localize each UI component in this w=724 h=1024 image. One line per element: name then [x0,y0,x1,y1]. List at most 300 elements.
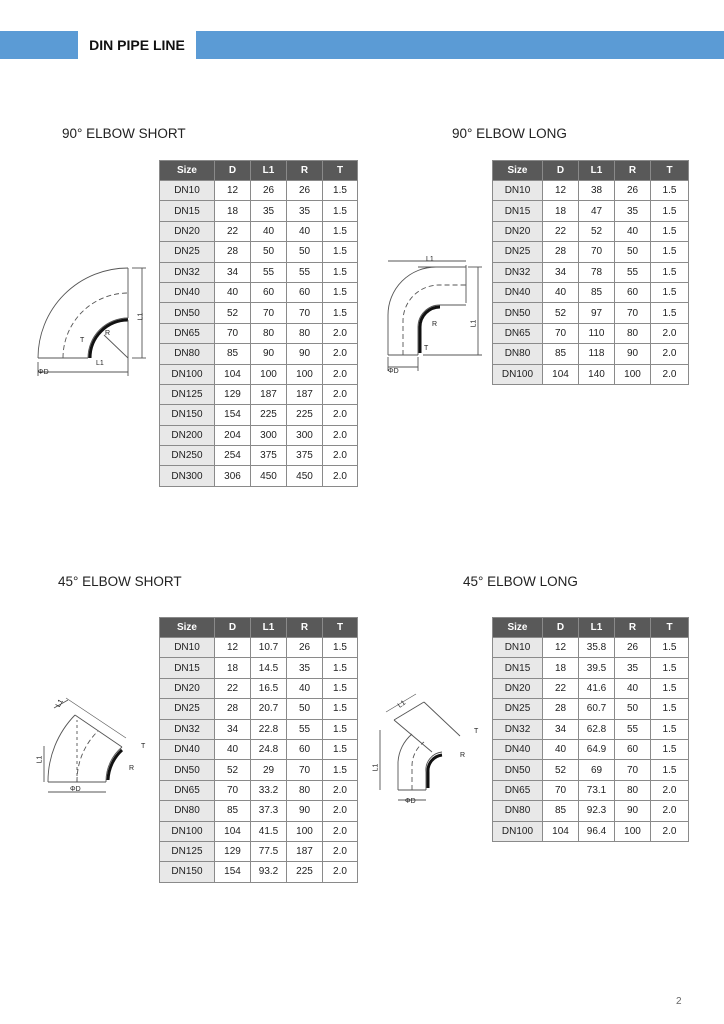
section-title-45-long: 45° ELBOW LONG [463,574,578,589]
value-cell: 2.0 [323,323,358,343]
value-cell: 70 [543,780,579,800]
size-cell: DN80 [493,801,543,821]
value-cell: 29 [251,760,287,780]
column-header: R [287,618,323,638]
table-row [493,344,689,364]
label-thickness-45s: T [141,743,146,750]
value-cell: 225 [251,405,287,425]
value-cell: 1.5 [323,739,358,759]
value-cell: 35 [615,658,651,678]
table-row [493,699,689,719]
value-cell: 1.5 [323,242,358,262]
column-header: L1 [251,618,287,638]
value-cell: 28 [543,242,579,262]
value-cell: 34 [215,719,251,739]
value-cell: 70 [579,242,615,262]
table-row [493,262,689,282]
value-cell: 52 [215,303,251,323]
table-row [160,719,358,739]
value-cell: 28 [543,699,579,719]
value-cell: 110 [579,323,615,343]
value-cell: 35 [287,201,323,221]
value-cell: 187 [287,841,323,861]
label-radius: R [105,330,111,337]
label-l1-top-45s: L1 [54,698,65,709]
value-cell: 2.0 [651,780,689,800]
value-cell: 2.0 [323,466,358,486]
spec-table-90-elbow-short [159,160,358,487]
table-header-row [160,161,358,181]
size-cell: DN20 [493,221,543,241]
value-cell: 60 [615,739,651,759]
column-header: L1 [579,161,615,181]
value-cell: 90 [287,344,323,364]
value-cell: 187 [251,384,287,404]
value-cell: 1.5 [651,739,689,759]
value-cell: 70 [615,303,651,323]
size-cell: DN25 [493,242,543,262]
size-cell: DN100 [493,821,543,841]
spec-table-45-elbow-short [159,617,358,883]
value-cell: 60 [251,282,287,302]
value-cell: 2.0 [323,364,358,384]
column-header: R [615,618,651,638]
label-thickness: T [80,337,85,344]
value-cell: 97 [579,303,615,323]
value-cell: 55 [287,262,323,282]
size-cell: DN100 [160,821,215,841]
table-row [493,323,689,343]
value-cell: 26 [615,638,651,658]
table-row [160,760,358,780]
value-cell: 2.0 [323,862,358,882]
column-header: T [323,618,358,638]
value-cell: 60 [287,739,323,759]
size-cell: DN100 [160,364,215,384]
value-cell: 40 [615,221,651,241]
value-cell: 26 [615,181,651,201]
value-cell: 225 [287,862,323,882]
table-row [493,221,689,241]
value-cell: 1.5 [323,678,358,698]
value-cell: 22 [543,678,579,698]
value-cell: 37.3 [251,801,287,821]
value-cell: 85 [579,282,615,302]
value-cell: 50 [251,242,287,262]
value-cell: 85 [543,801,579,821]
size-cell: DN32 [160,262,215,282]
elbow-90-long-drawing [378,255,488,375]
value-cell: 39.5 [579,658,615,678]
value-cell: 28 [215,699,251,719]
value-cell: 70 [615,760,651,780]
value-cell: 41.5 [251,821,287,841]
value-cell: 1.5 [651,282,689,302]
value-cell: 70 [543,323,579,343]
column-header: Size [160,618,215,638]
value-cell: 2.0 [651,364,689,384]
table-row [493,303,689,323]
value-cell: 2.0 [323,446,358,466]
value-cell: 73.1 [579,780,615,800]
value-cell: 52 [543,303,579,323]
value-cell: 70 [215,323,251,343]
value-cell: 24.8 [251,739,287,759]
value-cell: 93.2 [251,862,287,882]
size-cell: DN20 [160,221,215,241]
value-cell: 1.5 [651,719,689,739]
value-cell: 85 [543,344,579,364]
size-cell: DN25 [493,699,543,719]
value-cell: 90 [251,344,287,364]
value-cell: 16.5 [251,678,287,698]
value-cell: 1.5 [323,303,358,323]
value-cell: 77.5 [251,841,287,861]
value-cell: 40 [287,678,323,698]
size-cell: DN150 [160,862,215,882]
table-row [493,801,689,821]
table-row [493,719,689,739]
value-cell: 92.3 [579,801,615,821]
value-cell: 375 [287,446,323,466]
table-row [493,658,689,678]
elbow-90-short-drawing [30,260,155,380]
table-row [160,181,358,201]
value-cell: 1.5 [651,221,689,241]
value-cell: 154 [215,862,251,882]
label-l1-top-45l: L1 [396,699,408,710]
value-cell: 60 [615,282,651,302]
table-row [160,658,358,678]
label-radius-45s: R [129,765,135,772]
table-row [160,678,358,698]
value-cell: 18 [543,658,579,678]
table-row [160,242,358,262]
value-cell: 80 [287,780,323,800]
value-cell: 254 [215,446,251,466]
value-cell: 225 [287,405,323,425]
value-cell: 55 [251,262,287,282]
spec-table-45-elbow-long [492,617,689,842]
value-cell: 60 [287,282,323,302]
value-cell: 47 [579,201,615,221]
table-row [160,466,358,486]
value-cell: 78 [579,262,615,282]
size-cell: DN80 [160,801,215,821]
table-row [160,282,358,302]
table-row [493,739,689,759]
value-cell: 85 [215,344,251,364]
value-cell: 1.5 [651,699,689,719]
value-cell: 22 [543,221,579,241]
table-row [160,221,358,241]
value-cell: 40 [287,221,323,241]
value-cell: 2.0 [651,344,689,364]
size-cell: DN50 [493,760,543,780]
value-cell: 104 [543,364,579,384]
value-cell: 80 [615,323,651,343]
size-cell: DN40 [493,282,543,302]
size-cell: DN40 [160,282,215,302]
size-cell: DN50 [160,760,215,780]
size-cell: DN10 [493,638,543,658]
value-cell: 100 [287,364,323,384]
size-cell: DN125 [160,384,215,404]
value-cell: 40 [543,739,579,759]
value-cell: 2.0 [323,344,358,364]
column-header: T [323,161,358,181]
value-cell: 80 [287,323,323,343]
label-l1-top-long: L1 [426,256,434,263]
table-row [160,821,358,841]
value-cell: 34 [543,719,579,739]
value-cell: 50 [287,699,323,719]
value-cell: 18 [215,658,251,678]
value-cell: 80 [615,780,651,800]
value-cell: 18 [543,201,579,221]
value-cell: 154 [215,405,251,425]
table-row [493,760,689,780]
value-cell: 2.0 [323,780,358,800]
size-cell: DN15 [493,201,543,221]
table-row [160,638,358,658]
value-cell: 33.2 [251,780,287,800]
value-cell: 1.5 [323,262,358,282]
value-cell: 10.7 [251,638,287,658]
section-title-45-short: 45° ELBOW SHORT [58,574,182,589]
size-cell: DN25 [160,699,215,719]
size-cell: DN15 [160,201,215,221]
label-l1-side-long: L1 [470,319,478,328]
size-cell: DN20 [160,678,215,698]
label-l1-side: L1 [137,312,145,321]
value-cell: 1.5 [323,658,358,678]
size-cell: DN15 [493,658,543,678]
value-cell: 35 [251,201,287,221]
value-cell: 129 [215,841,251,861]
table-row [160,323,358,343]
value-cell: 140 [579,364,615,384]
value-cell: 18 [215,201,251,221]
value-cell: 34 [215,262,251,282]
value-cell: 50 [615,699,651,719]
table-row [160,405,358,425]
value-cell: 70 [251,303,287,323]
value-cell: 55 [287,719,323,739]
size-cell: DN25 [160,242,215,262]
label-thickness-45l: T [474,728,479,735]
value-cell: 55 [615,719,651,739]
value-cell: 2.0 [323,384,358,404]
value-cell: 40 [251,221,287,241]
value-cell: 52 [579,221,615,241]
value-cell: 2.0 [323,801,358,821]
value-cell: 1.5 [323,638,358,658]
value-cell: 40 [215,739,251,759]
value-cell: 50 [615,242,651,262]
table-row [160,841,358,861]
size-cell: DN300 [160,466,215,486]
value-cell: 22 [215,678,251,698]
size-cell: DN80 [160,344,215,364]
table-row [493,181,689,201]
page-number: 2 [676,996,682,1007]
table-row [493,821,689,841]
size-cell: DN125 [160,841,215,861]
value-cell: 26 [287,181,323,201]
column-header: Size [493,161,543,181]
value-cell: 1.5 [323,221,358,241]
label-phi-d: ΦD [38,369,49,376]
elbow-45-long-drawing [372,690,487,810]
table-header-row [493,618,689,638]
value-cell: 96.4 [579,821,615,841]
value-cell: 1.5 [651,658,689,678]
value-cell: 26 [287,638,323,658]
value-cell: 38 [579,181,615,201]
value-cell: 12 [215,181,251,201]
table-row [160,780,358,800]
size-cell: DN80 [493,344,543,364]
value-cell: 85 [215,801,251,821]
value-cell: 69 [579,760,615,780]
column-header: D [543,618,579,638]
size-cell: DN65 [160,323,215,343]
value-cell: 104 [215,821,251,841]
table-row [160,801,358,821]
page-title: DIN PIPE LINE [78,31,196,59]
value-cell: 90 [615,344,651,364]
table-row [160,862,358,882]
value-cell: 118 [579,344,615,364]
table-row [493,364,689,384]
label-radius-45l: R [460,752,466,759]
value-cell: 2.0 [323,405,358,425]
table-row [160,425,358,445]
column-header: L1 [579,618,615,638]
value-cell: 70 [215,780,251,800]
label-phi-d-45s: ΦD [70,786,81,793]
column-header: L1 [251,161,287,181]
value-cell: 1.5 [651,303,689,323]
value-cell: 100 [287,821,323,841]
size-cell: DN50 [493,303,543,323]
value-cell: 129 [215,384,251,404]
value-cell: 34 [543,262,579,282]
value-cell: 50 [287,242,323,262]
value-cell: 2.0 [323,821,358,841]
table-header-row [160,618,358,638]
table-header-row [493,161,689,181]
value-cell: 100 [615,821,651,841]
section-title-90-long: 90° ELBOW LONG [452,126,567,141]
table-row [493,780,689,800]
size-cell: DN50 [160,303,215,323]
value-cell: 14.5 [251,658,287,678]
label-phi-d-45l: ΦD [405,798,416,805]
value-cell: 35 [615,201,651,221]
value-cell: 12 [543,638,579,658]
value-cell: 20.7 [251,699,287,719]
size-cell: DN32 [493,262,543,282]
size-cell: DN15 [160,658,215,678]
value-cell: 12 [215,638,251,658]
value-cell: 104 [543,821,579,841]
size-cell: DN100 [493,364,543,384]
table-row [493,242,689,262]
value-cell: 104 [215,364,251,384]
value-cell: 1.5 [651,201,689,221]
table-row [493,638,689,658]
value-cell: 1.5 [323,699,358,719]
table-row [493,282,689,302]
table-row [493,201,689,221]
size-cell: DN65 [493,780,543,800]
value-cell: 62.8 [579,719,615,739]
label-radius-long: R [432,321,438,328]
value-cell: 2.0 [651,821,689,841]
value-cell: 300 [287,425,323,445]
value-cell: 40 [543,282,579,302]
table-row [160,699,358,719]
value-cell: 450 [287,466,323,486]
size-cell: DN200 [160,425,215,445]
value-cell: 64.9 [579,739,615,759]
value-cell: 1.5 [323,719,358,739]
size-cell: DN32 [493,719,543,739]
value-cell: 204 [215,425,251,445]
column-header: D [215,161,251,181]
size-cell: DN20 [493,678,543,698]
column-header: R [287,161,323,181]
value-cell: 80 [251,323,287,343]
value-cell: 40 [215,282,251,302]
value-cell: 1.5 [651,760,689,780]
size-cell: DN150 [160,405,215,425]
table-row [160,384,358,404]
value-cell: 55 [615,262,651,282]
column-header: Size [493,618,543,638]
value-cell: 90 [615,801,651,821]
size-cell: DN250 [160,446,215,466]
value-cell: 12 [543,181,579,201]
section-title-90-short: 90° ELBOW SHORT [62,126,186,141]
column-header: D [543,161,579,181]
value-cell: 90 [287,801,323,821]
label-l1-bottom: L1 [96,360,104,367]
value-cell: 2.0 [651,801,689,821]
value-cell: 60.7 [579,699,615,719]
value-cell: 187 [287,384,323,404]
column-header: Size [160,161,215,181]
table-row [160,446,358,466]
value-cell: 300 [251,425,287,445]
table-row [160,344,358,364]
value-cell: 70 [287,760,323,780]
value-cell: 375 [251,446,287,466]
size-cell: DN65 [160,780,215,800]
value-cell: 1.5 [651,181,689,201]
table-row [160,201,358,221]
value-cell: 1.5 [323,201,358,221]
size-cell: DN40 [160,739,215,759]
value-cell: 1.5 [323,181,358,201]
value-cell: 2.0 [323,425,358,445]
value-cell: 1.5 [651,638,689,658]
column-header: T [651,618,689,638]
value-cell: 306 [215,466,251,486]
size-cell: DN10 [160,638,215,658]
